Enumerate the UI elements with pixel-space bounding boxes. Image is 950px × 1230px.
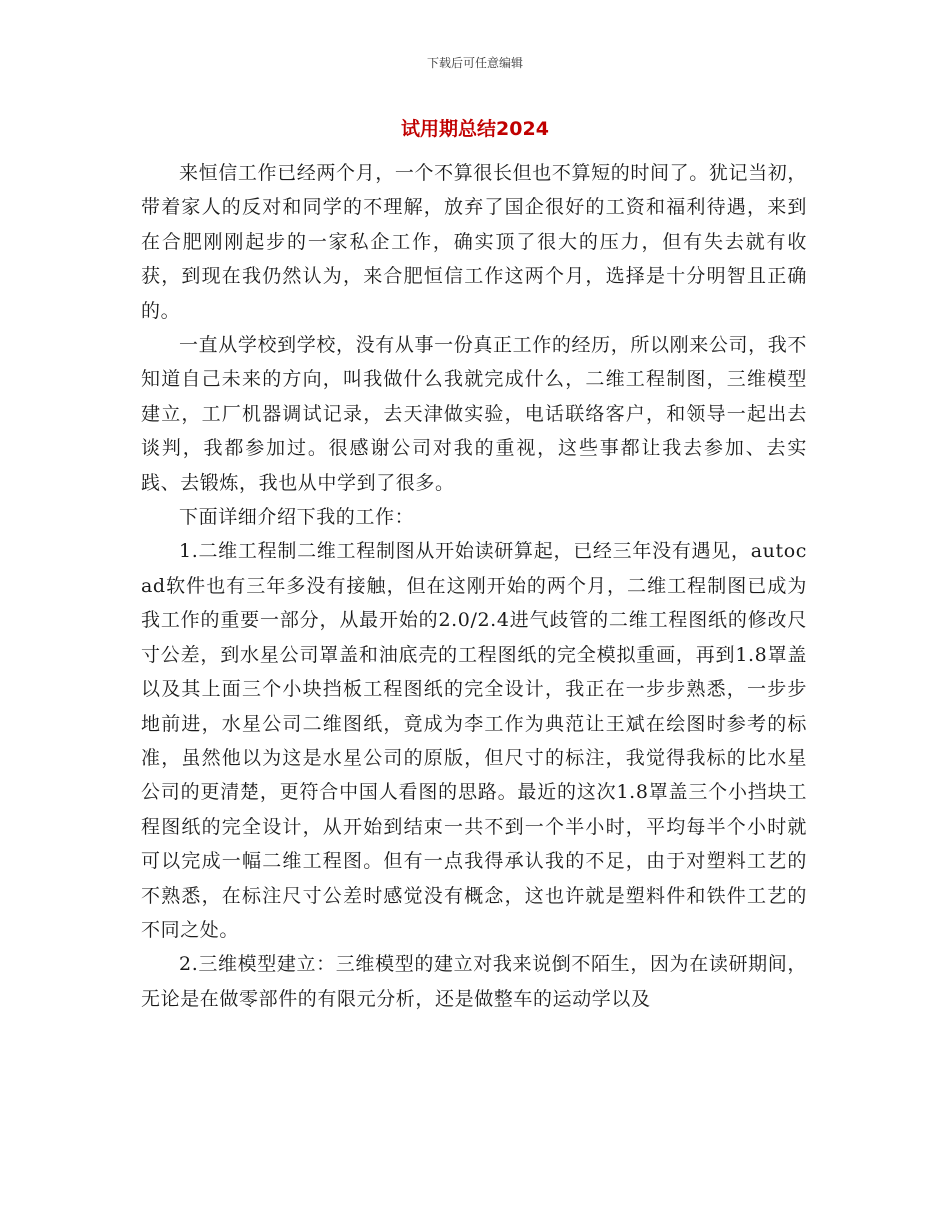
header-note: 下载后可任意编辑 <box>426 56 523 70</box>
document-body <box>141 156 807 1016</box>
paragraph-intro: 来恒信工作已经两个月，一个不算很长但也不算短的时间了。犹记当初，带着家人的反对和同学的不理解，放弃了国企很好的工资和福利待遇，来到在合肥刚刚起步的一家私企工作，确实顶了很大的压力，但有失去就有收获，到现在我仍然认为，来合肥恒信工作这两个月，选择是十分明智且正确的。 <box>141 162 807 322</box>
paragraph-2d-drawing: 1.二维工程制二维工程制图从开始读研算起，已经三年没有遇见，autocad软件也有三年多没有接触，但在这刚开始的两个月，二维工程制图已成为我工作的重要一部分，从最开始的2.0/2.4进气歧管的二维工程图纸的修改尺寸公差，到水星公司罩盖和油底壳的工程图纸的完全模拟重画，再到1.8罩盖以及其上面三个小块挡板工程图纸的完全设计，我正在一步步熟悉，一步步地前进，水星公司二维图纸，竟成为李工作为典范让王斌在绘图时参考的标准，虽然他以为这是水星公司的原版，但尺寸的标注，我觉得我标的比水星公司的更清楚，更符合中国人看图的思路。最近的这次1.8罩盖三个小挡块工程图纸的完全设计，从开始到结束一共不到一个半小时，平均每半个小时就可以完成一幅二维工程图。但有一点我得承认我的不足，由于对塑料工艺的不熟悉，在标注尺寸公差时感觉没有概念，这也许就是塑料件和铁件工艺的不同之处。 <box>141 540 807 941</box>
paragraph-work-intro: 下面详细介绍下我的工作： <box>179 506 415 529</box>
paragraph-experience: 一直从学校到学校，没有从事一份真正工作的经历，所以刚来公司，我不知道自己未来的方向，叫我做什么我就完成什么，二维工程制图，三维模型建立，工厂机器调试记录，去天津做实验，电话联络客户，和领导一起出去谈判，我都参加过。很感谢公司对我的重视，这些事都让我去参加、去实践、去锻炼，我也从中学到了很多。 <box>141 334 807 494</box>
document-title: 试用期总结2024 <box>401 118 549 140</box>
paragraph-3d-model: 2.三维模型建立：三维模型的建立对我来说倒不陌生，因为在读研期间，无论是在做零部件的有限元分析，还是做整车的运动学以及 <box>141 953 807 1010</box>
